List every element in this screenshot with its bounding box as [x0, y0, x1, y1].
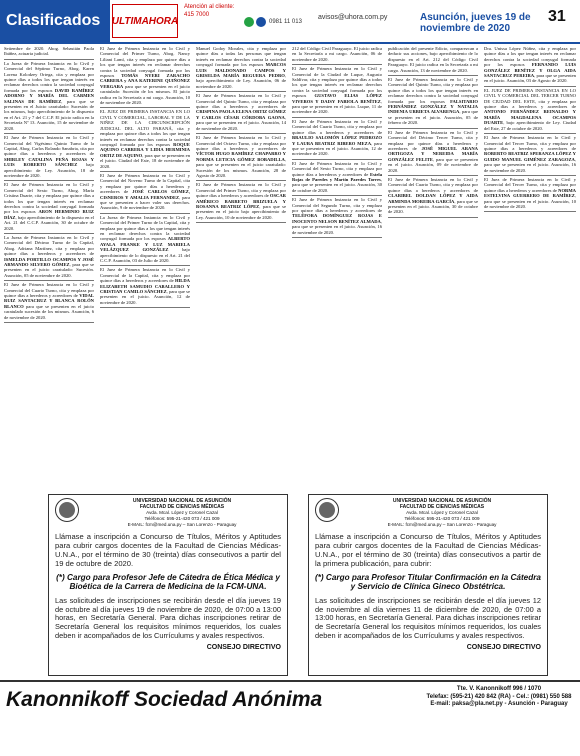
faculty-email: E-MAIL: fcm@med.una.py – San Lorenzo - Paraguay — [387, 522, 497, 527]
edicts-column-4 — [292, 46, 382, 492]
faculty-announcement-2 — [308, 494, 548, 676]
edict-notice — [196, 135, 286, 178]
edict-notice — [100, 173, 190, 211]
edict-notice — [4, 182, 94, 231]
edict-text: , para que se presenten en el juicio. Asunción, 14 de noviembre de 2020. — [196, 114, 286, 131]
edict-text: El Juez de Primera Instancia en lo Civil y Comercial del Sexto Turno, cita y emplaza por quince días a herederos y acreedores de — [292, 160, 382, 177]
edict-names: VIDAL RUIZ SANTACRUZ Y BLANCA ROLÓN BLANCO — [4, 293, 94, 309]
edict-text: Manuel Godoy Morales, cita y emplaza por quince días a todas las personas que tengan interés en reclamar derechos contra la sociedad conyugal formada por los esposos — [196, 46, 286, 68]
newspaper-logo: ULTIMAHORA — [112, 4, 178, 38]
divider — [292, 195, 382, 196]
edict-text: , bajo apercibimiento de Ley. Ciudad del Este, 27 de octubre de 2020. — [484, 120, 576, 131]
divider — [196, 133, 286, 134]
edict-names: FALSITARIO FERNÁNDEZ GONZÁLEZ Y NATALIA INDENIA URBIETA ALVARENGA — [388, 98, 478, 115]
edict-text: , para que se presenten en el juicio bajo apercibimiento de Ley. Asunción, 10 de noviembre de 2020. — [196, 203, 286, 220]
edict-notice — [100, 267, 190, 305]
edict-notice — [292, 119, 382, 157]
divider — [292, 64, 382, 65]
edict-notice — [4, 135, 94, 178]
edict-names: CLARIBEL DOLDAN LÓPEZ Y AIDA ARMINDA MOREIRA GARCÍA — [388, 193, 478, 204]
edict-notice — [196, 93, 286, 131]
edict-notice — [196, 182, 286, 220]
social-icons — [244, 17, 266, 27]
edict-text: bajo apercibimiento de Ley. Asunción, 18 de noviembre de 2020. — [4, 162, 94, 178]
university-name: UNIVERSIDAD NACIONAL DE ASUNCIÓN — [392, 498, 492, 504]
edict-text: El Juez de Primera Instancia en lo Civil y Comercial del Cuarto Turno, cita y emplaza por quince días a herederos y acreedores de — [4, 282, 94, 299]
edict-text: El Juez de Primera Instancia en lo Civil y Comercial del Tercer Turno, cita y emplaza por quince días a herederos y acreedores de — [484, 135, 576, 151]
edict-text: , para que se presenten en el juicio. Asunción, 12 de noviembre de 2020. — [292, 140, 382, 157]
edict-names: VÍCTOR HUGO RAMÍREZ CHAPARRO Y NORMA LETICIA GÓMEZ BOBADILLA — [196, 151, 286, 162]
edict-names: DAVID RAMÍREZ ADORNO Y MARÍA DEL CARMEN SALINAS DE RAMÍREZ — [4, 87, 94, 104]
edict-text: , para que se presenten en el juicio. Luque, 11 de noviembre de 2020. — [292, 98, 382, 115]
faculty-name: FACULTAD DE CIENCIAS MÉDICAS — [139, 504, 225, 510]
edict-names: HILDA ELIZABETH SAMUDIO CABALLERO Y CRISTIAN CAMILO SÁNCHEZ — [100, 278, 190, 295]
divider — [4, 133, 94, 134]
announcement-intro: Llámase a inscripción a Concurso de Títulos, Méritos y Aptitudes para cubrir cargos docentes de la Facultad de Ciencias Médicas-U.N.A., por el término de 30 (treinta) días consecutivos a partir del 19 de octubre de 2020. — [55, 532, 281, 568]
divider — [100, 213, 190, 214]
divider — [292, 159, 382, 160]
divider — [4, 280, 94, 281]
edict-names: BRAULIO SALOMÓN LÓPEZ PEDROZO Y LAURA BEATRIZ RIBERO MEZA — [292, 135, 382, 146]
faculty-address: Avda. Mcal. López y Coronel Cazal — [146, 510, 218, 515]
edict-text: , para que se presenten en el juicio. Asunción, 30 de octubre de 2020. — [292, 176, 382, 193]
divider — [484, 86, 576, 87]
company-address: Tte. V. Kanonnikoff 996 / 1070 — [456, 686, 542, 692]
edict-text: , bajo apercibimiento de Ley. Asunción, 06 de noviembre de 2020. — [196, 73, 286, 89]
company-name: Kanonnikoff Sociedad Anónima — [6, 688, 323, 711]
divider — [100, 171, 190, 172]
faculty-phones: Teléfonos: 595-21-420 073 / 421 009 — [404, 516, 480, 521]
faculty-announcement-1 — [48, 494, 288, 676]
faculty-address: Avda. Mcal. López y Coronel Cazal — [406, 510, 478, 515]
divider — [4, 233, 94, 234]
faculty-name: FACULTAD DE CIENCIAS MÉDICAS — [399, 504, 485, 510]
edict-notice — [388, 77, 478, 126]
divider — [388, 175, 478, 176]
edicts-column-2 — [100, 46, 190, 492]
divider — [4, 322, 94, 323]
divider — [196, 180, 286, 181]
edict-text: publicación del presente Edicto, comparezcan a deducir sus acciones, bajo apercibimiento de lo dispuesto en el Art. 212 del Código Civil Paraguayo. El juicio radica en la Secretaría a mi cargo. Asunción, 13 de noviembre de 2020. — [388, 46, 478, 73]
edict-text: El Juez de Primera Instancia en lo Civil y Comercial del Vigésimo Quinto Turno de la Capital, Abog. Carlos Rolando Sanabria, cita por quince días a herederos y acreedores de — [4, 135, 94, 157]
faculty-phones: Teléfonos: 595-21-420 073 / 421 009 — [144, 516, 220, 521]
edict-text: EL JUEZ DE PRIMERA INSTANCIA EN LO CIVIL Y COMERCIAL, LABORAL Y DE LA NIÑEZ DE LA CIRCUNSCRIPCIÓN JUDICIAL DEL ALTO PARANÁ, cita y emplaza por quince días a todos los que tengan interés en reclamar derechos contra la sociedad conyugal formada por los esposos — [100, 109, 190, 147]
edict-notice — [196, 46, 286, 89]
edict-notice — [100, 46, 190, 105]
announcement-header — [315, 498, 541, 528]
edict-text: 212 del Código Civil Paraguayo. El juicio radica en la Secretaría a mi cargo. Asunción, 06 de noviembre de 2020. — [292, 46, 382, 62]
edict-names: GUSTAVO ELIAS LÓPEZ VIVEROS Y DAISY FABIOLA BENÍTEZ — [292, 93, 382, 104]
announcement-header — [55, 498, 281, 528]
divider — [484, 175, 576, 176]
edict-text: El Juez de Primera Instancia en lo Civil y Comercial del Cuarto Turno, cita y emplaza por quince días a herederos y acreedores de — [292, 118, 382, 135]
edict-notice — [484, 46, 576, 84]
edict-text: Setiembre de 2020. Abog. Sebastián Paola Ibáñez, actuaria judicial. — [4, 46, 94, 57]
edict-names: ARON HERMINIO RUIZ DÍAZ — [4, 209, 94, 220]
divider — [292, 117, 382, 118]
divider — [100, 307, 190, 308]
edict-names: ALBERTO AYALA FRANKE Y LUZ MARIELA VELÁZQUEZ GONZÁLEZ — [100, 236, 190, 253]
edict-text: , para que se presenten en el juicio. Asunción, 30 de octubre de 2020. — [388, 198, 478, 215]
divider — [484, 133, 576, 134]
edict-names: NORMA ESTELVINA GUERRERO DE RAMÍREZ — [484, 187, 576, 199]
edict-notice — [4, 46, 94, 57]
edict-notice — [292, 197, 382, 235]
edict-names: TOMÁS NYERI ZARACHO CABRERA y ANA KATERINE QUIÑONEZ VERGARA — [100, 73, 190, 89]
edict-notice — [484, 88, 576, 131]
edict-text: , para que se presenten en el juicio. Asunción, 09 de noviembre de 2020. — [388, 156, 478, 173]
announcement-signature: CONSEJO DIRECTIVO — [206, 643, 281, 651]
edict-text: para que se presenten en el juicio caratulado sucesión de los mismos. Asunción, 6 de noviembre de 2020. — [4, 303, 94, 320]
faculty-email: E-MAIL: fcm@med.una.py – San Lorenzo - Paraguay — [127, 522, 237, 527]
edict-text: EL JUEZ DE PRIMERA INSTANCIA EN LO CIVIL Y COMERCIAL DEL TERCER TURNO DE CIUDAD DEL ESTE, cita y emplaza por quince días a herederos y acreedores de — [484, 87, 576, 110]
edict-text: El Juez de Primera Instancia en lo Civil y Comercial del Primer Turno, cita y emplaza por quince días a herederos y acreedores de — [196, 182, 286, 199]
edicts-column-1 — [4, 46, 94, 492]
edict-names: ISMELDA PORTILLO OCAMPOS Y JOSÉ ARMANDO SILVERO GÓMEZ — [4, 256, 94, 268]
divider — [196, 91, 286, 92]
divider — [484, 211, 576, 212]
announcement-signature: CONSEJO DIRECTIVO — [466, 643, 541, 651]
edict-text: , para que se presenten en el juicio. Ciudad del Este, 18 de noviembre de 2020. — [100, 152, 190, 169]
page-footer — [0, 680, 580, 720]
edict-text: para que se presenten en el juicio caratulado: Sucesión de los mismos. El juicio radica en la Secretaría a mi cargo. Asunción, 10 de noviembre de 2020. — [100, 83, 190, 106]
edict-text: Dra. Unissa López Núñez, cita y emplaza por quince días a los que tengan interés en reclamar derechos contra la sociedad conyugal formada por los esposos — [484, 46, 576, 68]
edict-text: , para que se presenten en el juicio. Asunción, 05 de febrero de 2020. — [388, 109, 478, 126]
phone-number: 0981 11 013 — [269, 19, 302, 25]
divider — [196, 222, 286, 223]
company-email: E-mail: paksa@pla.net.py - Asunción - Paraguay — [430, 701, 568, 708]
company-phones: Telefax: (595-21) 420 842 (RA) - Cel.: (0981) 550 588 — [426, 693, 572, 700]
edict-text: , para que se presenten en el juicio. Asunción, 12 de noviembre de 2020. — [100, 289, 190, 305]
edict-names: OSCAR AMÉRICO BARRETO BRIZUELA Y ROSANNA BEATRIZ LÓPEZ — [196, 193, 286, 209]
edict-text: , para que se presenten en el juicio caratulado: Sucesión de los mismos. Asunción, 28 de Agosto de 2020. — [196, 156, 286, 178]
edict-notice — [100, 215, 190, 264]
edict-text: El Juez de Primera Instancia en lo Civil y Comercial del Tercer Turno, cita y emplaza por quince días a herederos y acreedores de — [484, 176, 576, 193]
edict-names: JOSÉ CARLOS GÓMEZ, CISNEROS Y AMALIA FERNANDEZ — [100, 189, 190, 200]
edict-notice — [388, 46, 478, 73]
section-title: Clasificados — [0, 0, 110, 42]
edict-text: , para que se presenten en el Juicio caratulado: Sucesión de los mismos, bajo apercibimiento de lo dispuesto en el Art. 21 y 7 del C.C.P. El juicio radica en la Secretaría Nº 13. Asunción, 15 de noviembre de 2020. — [4, 98, 94, 131]
edict-notice — [100, 109, 190, 168]
divider — [388, 75, 478, 76]
edict-text: El Juez de Primera Instancia en lo Civil y Comercial del Quinto Turno, cita y emplaza por quince días a herederos y acreedores de — [196, 93, 286, 110]
edicts-column-3 — [196, 46, 286, 492]
edict-names: ROBERTO BEATRIZ SPERANZA LÓPEZ Y GUIDO MANUEL GIMÉNEZ ZARAGOZA — [484, 151, 576, 162]
edict-text: El Juez de Primera Instancia en lo Civil y Comercial del Primer Turno, Abog. Nancy Liliani Lamí, cita y emplaza por quince días a los que tengan interés en reclamar derechos contra la sociedad conyugal formada por los esposos — [100, 46, 190, 79]
edict-text: La Jueza de Primera Instancia en lo Civil y Comercial del Séptimo Turno, Abog. Karen Lorena Kolodzey Ortega, cita y emplaza por quince días a todos los que tengan interés en reclamar derechos contra la sociedad conyugal formada por los esposos — [4, 60, 94, 93]
university-name: UNIVERSIDAD NACIONAL DE ASUNCIÓN — [132, 498, 232, 504]
edict-names: ANTONIO FERNÁNDEZ REINALDO Y MARÍA MAGDALENA OCAMPOS DUARTE — [484, 109, 576, 126]
divider — [292, 237, 382, 238]
edict-notice — [292, 161, 382, 193]
edict-names: JOSÉ MIGUEL ARANA ORTIGOZA Y NEREIDA MARÍA GONZÁLEZ FELITE — [388, 145, 478, 162]
edict-names: SHIRLEY CATALINA PEÑA ROJAS Y LUIS ROBERTO SÁNCHEZ — [4, 156, 94, 168]
edict-text: La Jueza de Primera Instancia en lo Civil y Comercial del Primer Turno de la Capital, cita y emplaza por quince días a los que tengan interés en reclamar derechos contra la sociedad conyugal formada por los esposos — [100, 214, 190, 242]
announcement-position: (*) Cargo para Profesor Titular Confirmación en la Cátedra y Servicio de Clínica Gineco Obstétrica. — [315, 573, 541, 592]
edict-notice — [4, 235, 94, 278]
divider — [100, 265, 190, 266]
edict-notice — [292, 66, 382, 115]
phone-contact — [244, 5, 310, 39]
edict-text: El Juez de Primera Instancia en lo Civil y Comercial de la Ciudad de Luque, Augusto Saldívar, cita y emplaza por quince días a todos los que tengan interés en reclamar derechos contra la sociedad conyugal formada por los esposos — [292, 66, 382, 99]
edict-text: , para que se presenten en el juicio. Asunción, 10 de noviembre de 2020. — [484, 193, 576, 209]
edict-notice — [484, 177, 576, 209]
edict-notice — [4, 61, 94, 131]
divider — [4, 59, 94, 60]
edict-text: , bajo apercibimiento de lo dispuesto en el Art. 21 del C.C.P. Asunción, 30 de octubre de 2020. — [4, 214, 94, 231]
edict-text: El Juez de Primera Instancia en lo Civil y Comercial del Sexto Turno, Abog. María Cristina Duarte, cita y emplaza por quince días a todos los que tengan interés en reclamar derechos contra la sociedad conyugal formada por los esposos — [4, 182, 94, 215]
edict-names: MARCOS LUIS MALDONADO CAMPOS Y GRISELDA MARÍA REGUERA PEDRO — [196, 62, 286, 79]
edict-text: , para que se presenten en el juicio. Asunción, 16 de noviembre de 2020. — [292, 218, 382, 235]
company-info — [424, 686, 574, 709]
edict-text: bajo apercibimiento de lo dispuesto en el Art. 21 del C.C.P. Asunción, 03 de Julio de 2020. — [100, 247, 190, 264]
edict-text: El Juez de Primera Instancia en lo Civil y Comercial del Quinto Turno, cita y emplaza por quince días a todos los que tengan interés en reclamar derechos contra la sociedad conyugal formada por los esposos — [388, 77, 478, 104]
edict-notice — [388, 130, 478, 173]
page-header — [0, 0, 580, 44]
edict-text: , para que se presenten en el juicio. Asunción, 16 de noviembre de 2020. — [484, 156, 576, 173]
edict-text: , para que se presenten en el juicio. Asunción, 03 de Agosto de 2020. — [484, 73, 576, 84]
edict-names: FERNANDO LUIS GONZÁLEZ BENÍTEZ Y OLGA AIDA SANTACRUZ PEREIRA — [484, 62, 576, 79]
divider — [388, 128, 478, 129]
divider — [100, 107, 190, 108]
university-seal-icon — [55, 498, 79, 522]
edict-text: El Juez de Primera Instancia en lo Civil y Comercial del Décimo Tercer Turno, cita y emplaza por quince días a herederos y acreedores de — [388, 129, 478, 151]
announcement-details: Las solicitudes de inscripciones se recibirán desde el día jueves 19 de octubre al día jueves 19 de noviembre de 2020, de 07:00 a 13:00 horas, en Secretaría General. Para dichas inscripciones retirar de Secretaría General los requisitos mínimos requeridos, los cuales deben ir acompañados de los Currículums y avales respectivos. — [55, 595, 281, 640]
edict-text: El Juez de Primera Instancia en lo Civil y Comercial del Noveno Turno de la Capital, cita y emplaza por quince días a herederos y acreedores de — [100, 172, 190, 195]
edict-text: , para que se presenten en el juicio caratulado: Sucesión. Asunción, 05 de noviembre de 2020. — [4, 262, 94, 278]
edict-text: , para que se presenten a hacer valer sus derechos. Asunción, 9 de noviembre de 2020. — [100, 194, 190, 211]
customer-service: Atención al cliente: 415 7000 — [184, 4, 235, 18]
edict-text: El Juez de Primera Instancia en lo Civil y Comercial del Segundo Turno, cita y emplaza por quince días a herederos y acreedores de — [292, 197, 382, 213]
university-seal-icon — [315, 498, 339, 522]
edict-text: El Juez de Primera Instancia en lo Civil y Comercial de la Capital, cita y emplaza por quince días a herederos y acreedores de — [100, 267, 190, 284]
announcement-intro: Llámase a inscripción a Concurso de Títulos, Méritos y Aptitudes para cubrir cargos docentes de la Facultad de Ciencias Médicas-U.N.A., por el término de 30 (treinta) días consecutivos a partir de la primera publicación, para cubrir: — [315, 532, 541, 568]
phone-icon — [256, 17, 266, 27]
edict-text: La Jueza de Primera Instancia en lo Civil y Comercial del Décimo Turno de la Capital, Abog. Adriana Martínez, cita y emplaza por quince días a herederos y acreedores de — [4, 235, 94, 257]
edict-text: El Juez de Primera Instancia en lo Civil y Comercial del Cuarto Turno, cita y emplaza por quince días a herederos y acreedores de — [388, 176, 478, 193]
edict-names: ROQUE AQUINO CABRERA Y LIDIA HERMINIA ORTIZ DE AQUINO — [100, 141, 190, 158]
email-contact: avisos@uhora.com.py — [318, 14, 388, 21]
edicts-column-5 — [388, 46, 478, 492]
edict-names: TELÉFORA DOMÍNGUEZ ROJAS E INOCENTO NELSON BENÍTEZ ALMADA — [292, 213, 382, 224]
edicts-column-6 — [484, 46, 576, 492]
issue-date: Asunción, jueves 19 de noviembre de 2020 — [420, 12, 531, 34]
announcement-position: (*) Cargo para Profesor Jefe de Cátedra de Ética Médica y Bioética de la Carrera de Medicina de la FCM-UNA. — [56, 573, 280, 592]
whatsapp-icon — [244, 17, 254, 27]
page-number: 31 — [548, 8, 566, 25]
edict-notice — [292, 46, 382, 62]
edict-names: CRISPINA PAOLA ELENA ORTIZ GÓMEZ Y CARLOS CÉSAR CÓRDOBA GAONA — [196, 109, 286, 120]
edict-names: Estela Rojas de Paredes y Martín Paredes Torres — [292, 171, 382, 182]
edict-text: El Juez de Primera Instancia en lo Civil y Comercial del Octavo Turno, cita y emplaza por quince días a herederos y acreedores de — [196, 135, 286, 151]
edict-notice — [484, 135, 576, 173]
divider — [388, 217, 478, 218]
edict-notice — [388, 177, 478, 215]
announcement-details: Las solicitudes de inscripciones se recibirán desde el día jueves 12 de noviembre al día viernes 11 de diciembre de 2020, de 07:00 a 13:00 horas, en Secretaría General. Para dichas inscripciones retirar de Secretaría General los requisitos mínimos requeridos, los cuales deben ir acompañados de los Currículums y avales respectivos. — [315, 595, 541, 640]
edict-notice — [4, 282, 94, 320]
divider — [4, 180, 94, 181]
